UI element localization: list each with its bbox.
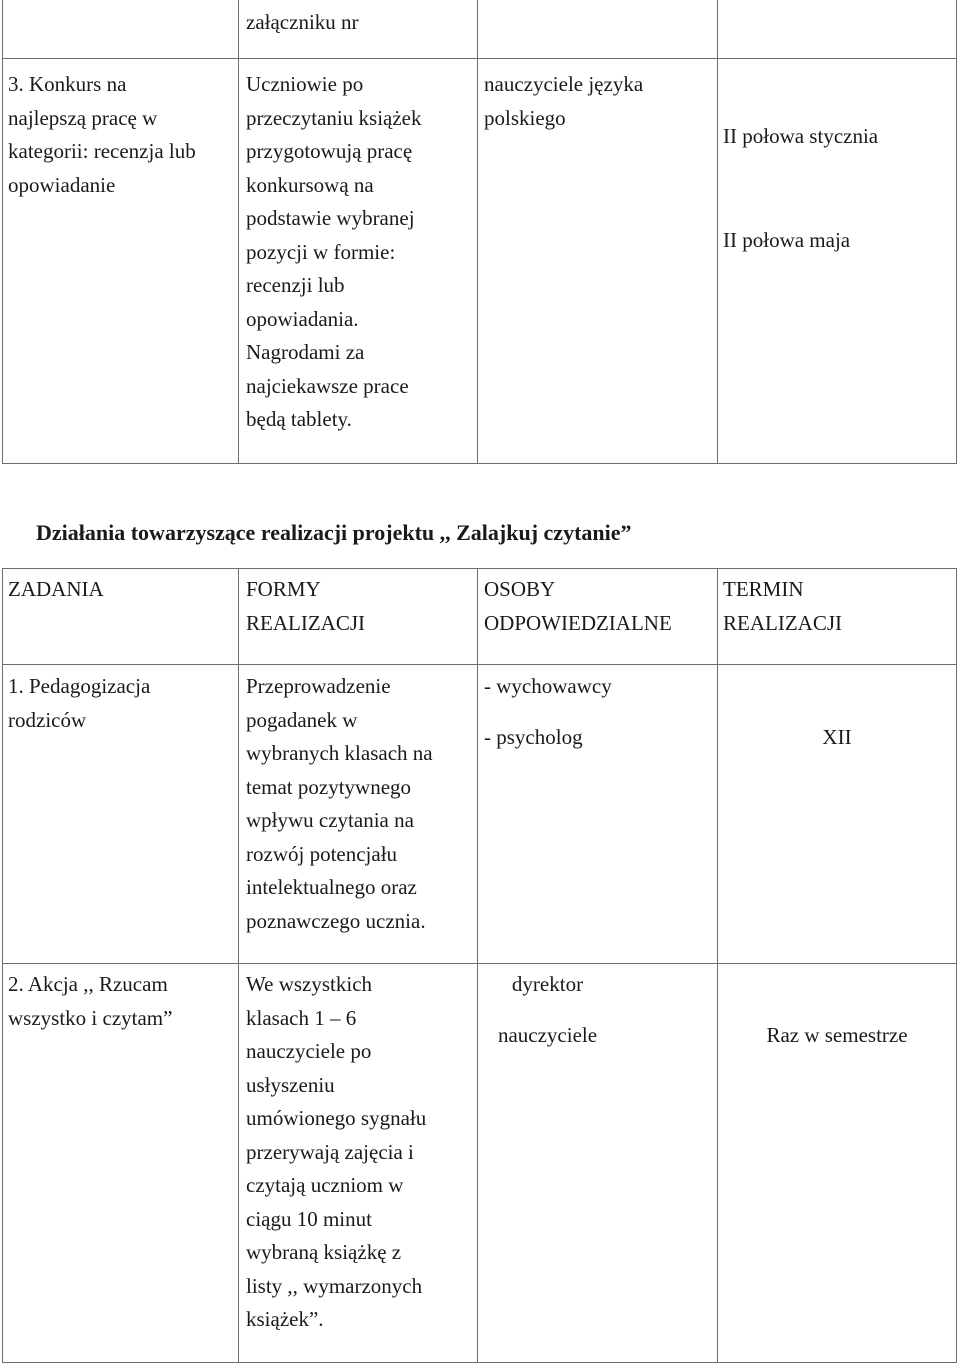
task-cell: 1. Pedagogizacja rodziców	[8, 674, 151, 732]
responsible-person: - psycholog	[484, 725, 583, 749]
column-header-deadline: TERMIN REALIZACJI	[723, 577, 842, 635]
table-border	[2, 58, 957, 59]
form-cell: Uczniowie po przeczytaniu książek przygotowują pracę konkursową na podstawie wybranej pozycji w formie: recenzji lub opowiadania. Nagrodami za najciekawsze prace będą tablety.	[246, 72, 422, 431]
section-title: Działania towarzyszące realizacji projektu ,, Zalajkuj czytanie”	[36, 520, 632, 545]
task-cell: 3. Konkurs na najlepszą pracę w kategorii: recenzja lub opowiadanie	[8, 72, 196, 197]
table-border	[2, 664, 957, 665]
deadline-cell: Raz w semestrze	[766, 1023, 908, 1047]
table-border	[956, 568, 957, 1363]
responsible-person: nauczyciele	[497, 1023, 598, 1047]
table-border	[477, 0, 478, 464]
table-border	[2, 0, 3, 464]
form-cell: Przeprowadzenie pogadanek w wybranych klasach na temat pozytywnego wpływu czytania na rozwój potencjału intelektualnego oraz poznawczego ucznia.	[246, 674, 433, 933]
column-header-responsible: OSOBY ODPOWIEDZIALNE	[484, 577, 672, 635]
deadline-cell: XII	[822, 725, 852, 749]
form-cell: We wszystkich klasach 1 – 6 nauczyciele po usłyszeniu umówionego sygnału przerywają zajęcia i czytają uczniom w ciągu 10 minut wybraną książkę z listy ,, wymarzonych książek”.	[246, 972, 427, 1331]
column-header-forms: FORMY REALIZACJI	[246, 577, 365, 635]
table-border	[956, 0, 957, 464]
table-border	[2, 463, 957, 464]
table-border	[2, 1362, 957, 1363]
responsible-person: dyrektor	[511, 972, 584, 996]
column-header-tasks: ZADANIA	[8, 577, 104, 601]
table-border	[2, 568, 957, 569]
table-border	[477, 568, 478, 1363]
deadline-first: II połowa stycznia	[723, 124, 879, 148]
table-border	[2, 963, 957, 964]
responsible-cell: nauczyciele języka polskiego	[484, 72, 644, 130]
table-header-fragment: załączniku nr	[246, 10, 359, 34]
table-border	[238, 568, 239, 1363]
task-cell: 2. Akcja ,, Rzucam wszystko i czytam”	[8, 972, 173, 1030]
table-border	[2, 568, 3, 1363]
deadline-second: II połowa maja	[723, 228, 851, 252]
responsible-person: - wychowawcy	[484, 674, 612, 698]
table-border	[717, 568, 718, 1363]
table-border	[238, 0, 239, 464]
table-border	[717, 0, 718, 464]
